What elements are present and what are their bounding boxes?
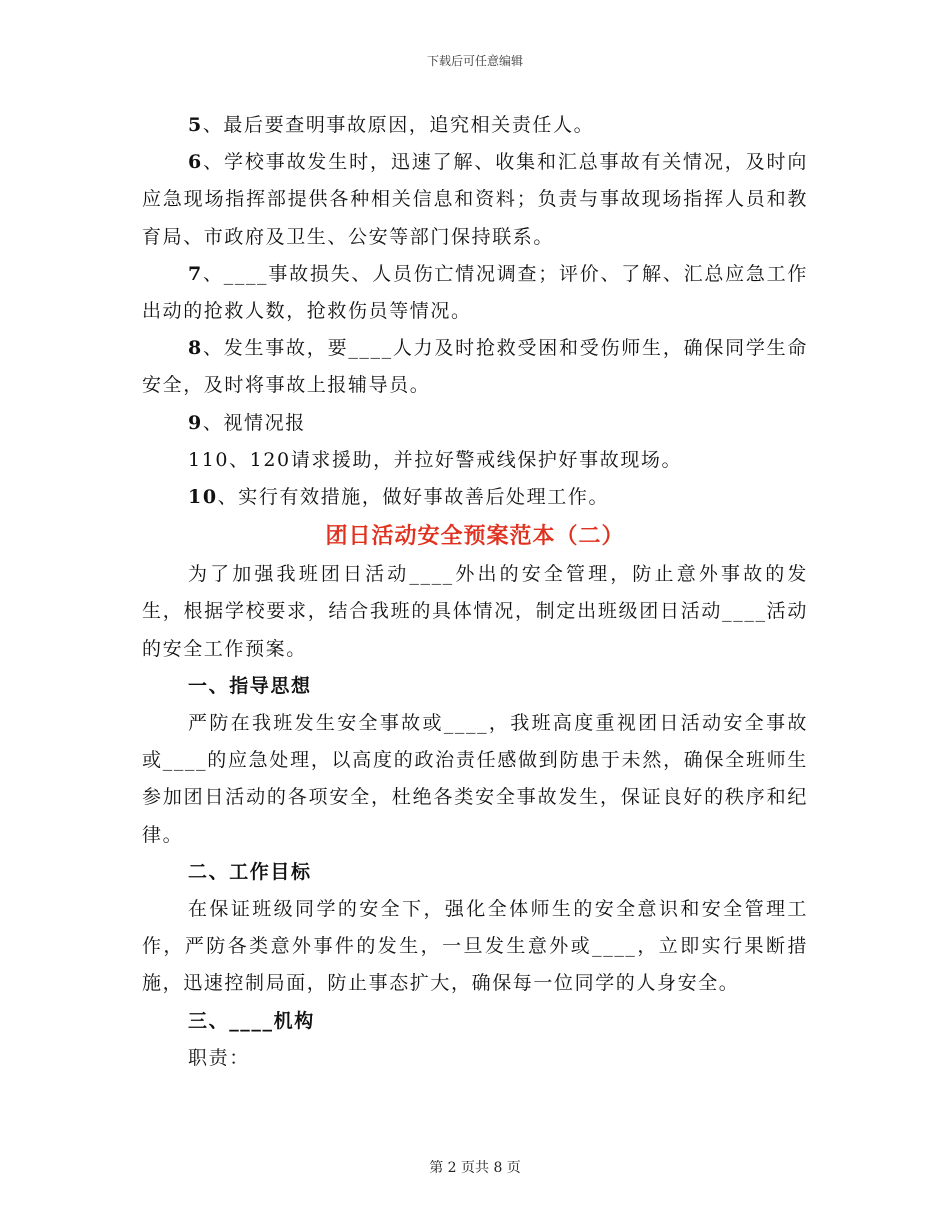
heading-guiding-ideology: 一、指导思想 — [188, 674, 312, 697]
heading-work-goals: 二、工作目标 — [188, 860, 312, 883]
paragraph-guiding-ideology: 严防在我班发生安全事故或____，我班高度重视团日活动安全事故或____的应急处理，以高度的政治责任感做到防患于未然，确保全班师生参加团日活动的各项安全，杜绝各类安全事故发生，保证良好的秩序和纪律。 — [142, 712, 808, 846]
item-10 — [142, 479, 808, 516]
item-text: 、最后要查明事故原因，追究相关责任人。 — [202, 114, 595, 136]
item-text: 、视情况报 — [202, 411, 306, 434]
item-text: 、学校事故发生时，迅速了解、收集和汇总事故有关情况，及时向应急现场指挥部提供各种相关信息和资料；负责与事故现场指挥人员和教育局、市政府及卫生、公安等部门保持联系。 — [142, 151, 808, 248]
item-number: 5 — [188, 114, 203, 136]
paragraph-duties: 职责： — [188, 1046, 250, 1069]
item-text: 、实行有效措施，做好事故善后处理工作。 — [217, 486, 610, 509]
item-9-continued: 110、120请求援助，并拉好警戒线保护好事故现场。 — [188, 448, 683, 471]
item-5 — [142, 107, 808, 144]
item-6 — [142, 144, 808, 256]
item-number: 8 — [188, 337, 203, 360]
paragraph-work-goals: 在保证班级同学的安全下，强化全体师生的安全意识和安全管理工作，严防各类意外事件的发生，一旦发生意外或____，立即实行果断措施，迅速控制局面，防止事态扩大，确保每一位同学的人身安全。 — [142, 898, 808, 995]
heading-organization: 三、____机构 — [188, 1009, 315, 1032]
document-body — [142, 107, 808, 1077]
item-text: 、____事故损失、人员伤亡情况调查；评价、了解、汇总应急工作出动的抢救人数，抢救伤员等情况。 — [142, 262, 808, 323]
item-number: 10 — [188, 486, 218, 509]
item-text: 、发生事故，要____人力及时抢救受困和受伤师生，确保同学生命安全，及时将事故上报辅导员。 — [142, 337, 808, 397]
item-9 — [142, 405, 808, 442]
item-number: 7 — [188, 262, 203, 285]
item-7 — [142, 256, 808, 330]
page-header: 下载后可任意编辑 — [426, 54, 523, 68]
item-number: 9 — [188, 411, 203, 434]
item-number: 6 — [188, 151, 203, 174]
page-footer: 第 2 页共 8 页 — [429, 1160, 521, 1176]
intro-paragraph: 为了加强我班团日活动____外出的安全管理，防止意外事故的发生，根据学校要求，结合我班的具体情况，制定出班级团日活动____活动的安全工作预案。 — [142, 563, 808, 660]
section-title: 团日活动安全预案范本（二） — [325, 523, 625, 550]
item-8 — [142, 330, 808, 404]
